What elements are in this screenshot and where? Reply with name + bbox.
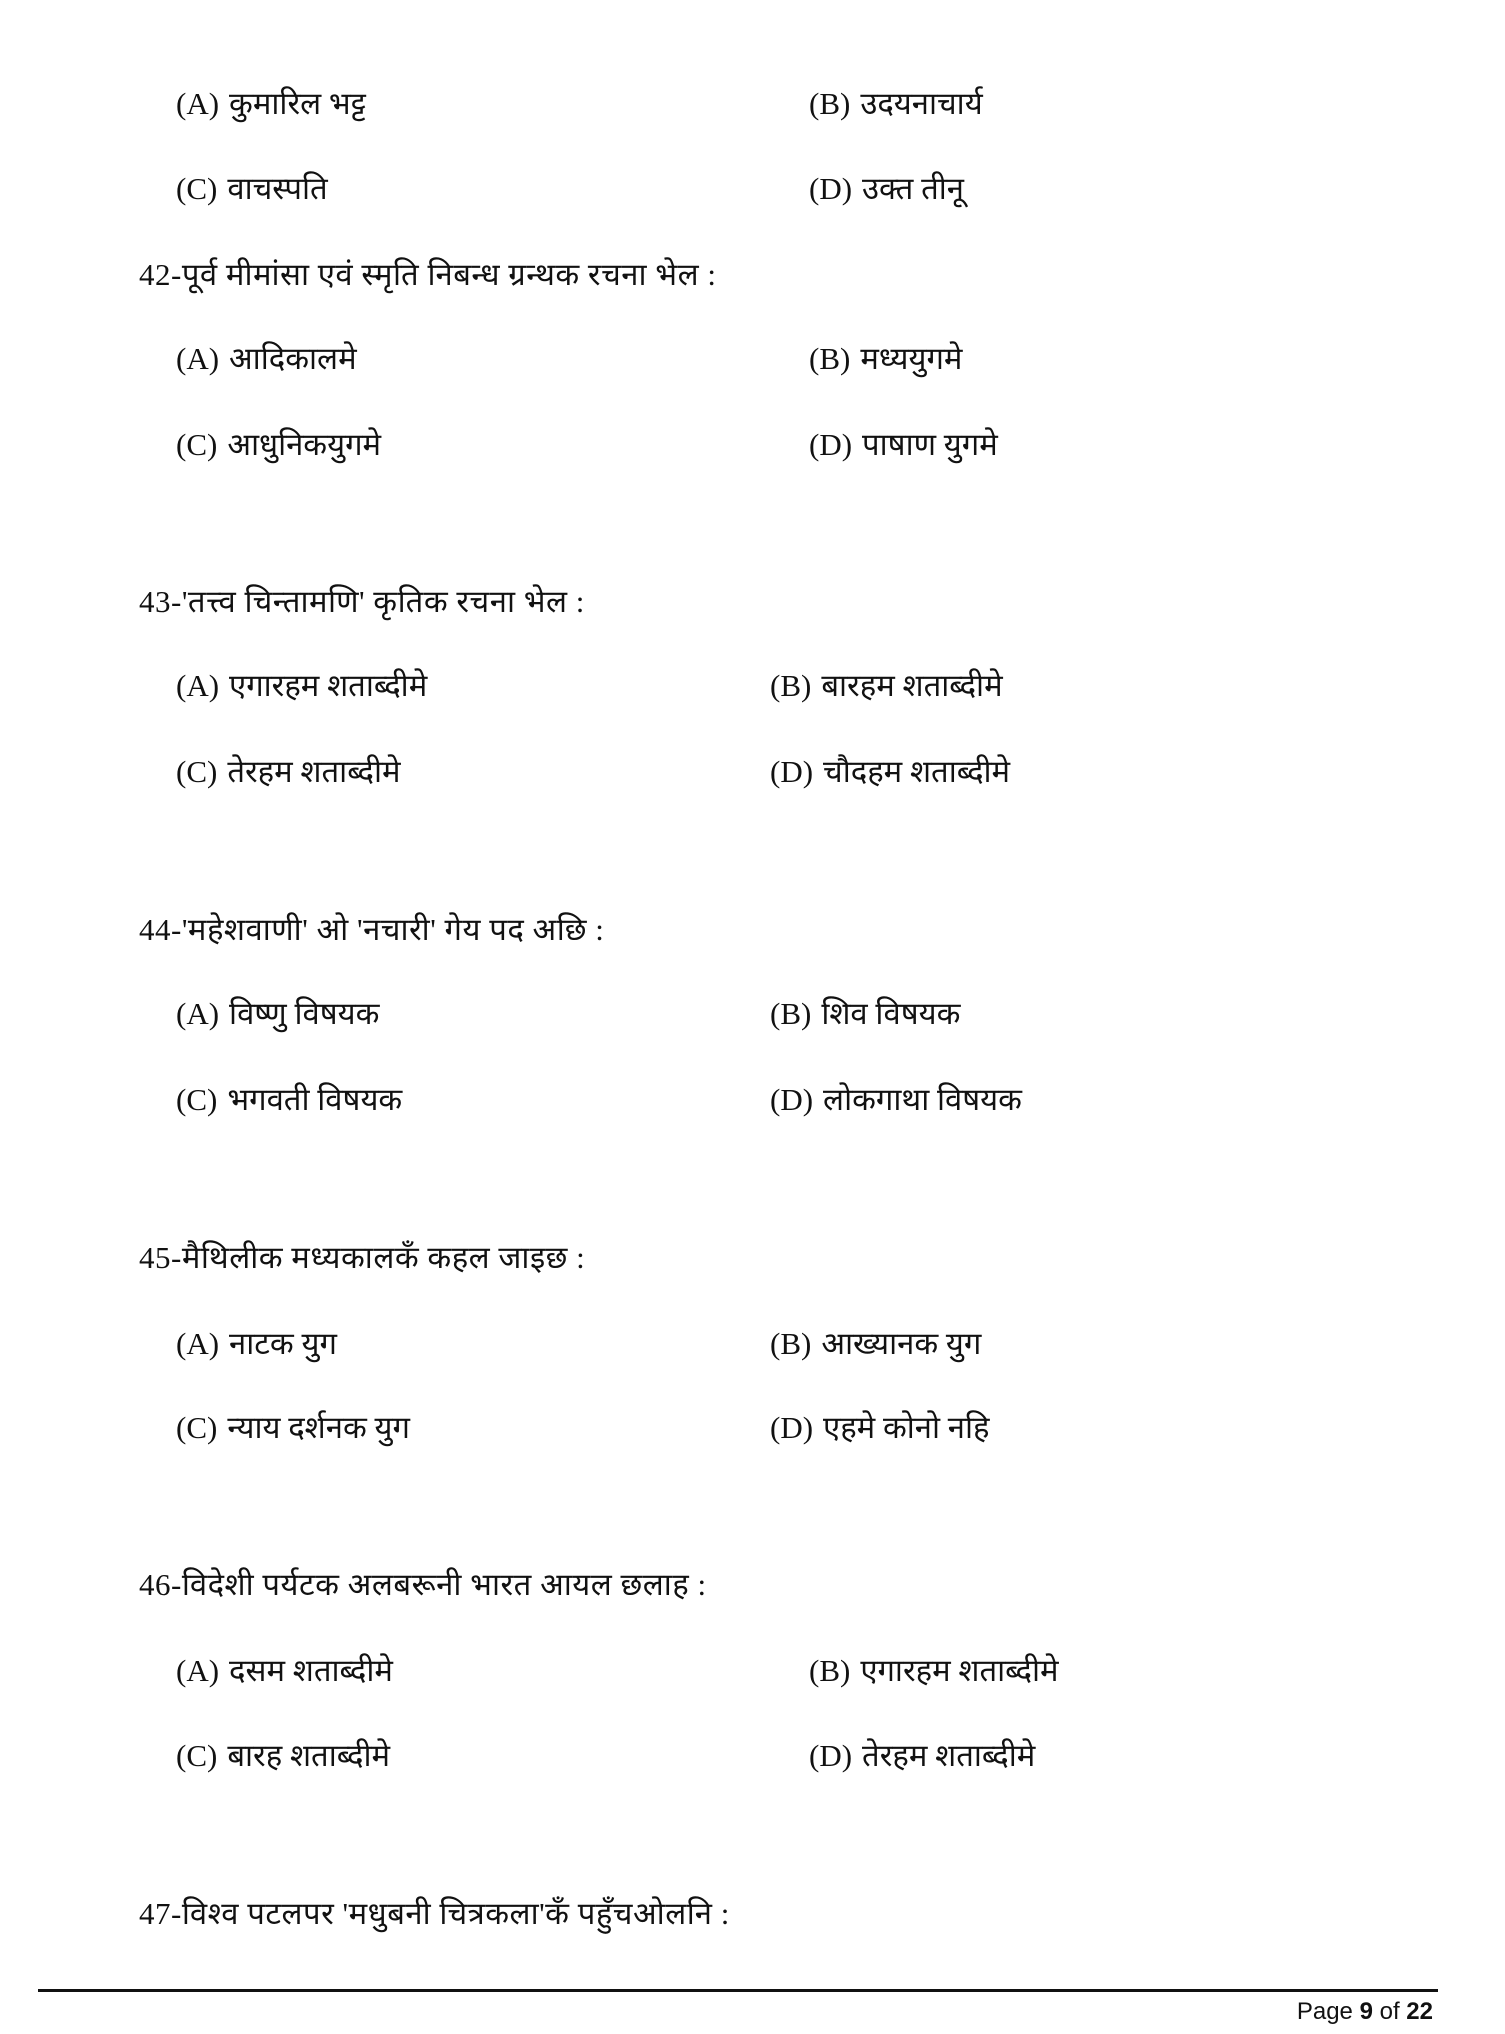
- option-text: तेरहम शताब्दीमे: [227, 754, 401, 789]
- option-label: (B): [770, 996, 812, 1031]
- page-word: Page: [1296, 1998, 1353, 2025]
- question-number: 45-: [139, 1240, 182, 1275]
- question-46: [139, 1565, 707, 1605]
- question-47: [139, 1894, 730, 1934]
- q43-option-c: [176, 752, 401, 792]
- question-43: [139, 582, 585, 622]
- option-label: (B): [770, 1326, 812, 1361]
- option-label: (D): [809, 171, 853, 206]
- q44-option-a: [176, 994, 379, 1034]
- question-number: 42-: [139, 257, 182, 292]
- option-text: विष्णु विषयक: [229, 996, 380, 1031]
- option-label: (A): [176, 341, 220, 376]
- option-text: लोकगाथा विषयक: [823, 1082, 1022, 1117]
- option-label: (C): [176, 427, 218, 462]
- option-label: (D): [770, 1410, 814, 1445]
- option-text: उक्त तीनू: [862, 171, 964, 206]
- footer-divider: [38, 1989, 1438, 1992]
- q43-option-a: [176, 666, 427, 706]
- page-total: 22: [1406, 1998, 1433, 2025]
- option-text: मध्ययुगमे: [860, 341, 963, 376]
- option-label: (C): [176, 1082, 218, 1117]
- q41-option-d: [809, 169, 964, 209]
- option-text: बारह शताब्दीमे: [227, 1738, 391, 1773]
- q44-option-c: [176, 1080, 402, 1120]
- option-text: आदिकालमे: [229, 341, 357, 376]
- question-44: [139, 910, 604, 950]
- of-word: of: [1379, 1998, 1400, 2025]
- q42-option-d: [809, 425, 998, 465]
- option-label: (A): [176, 86, 220, 121]
- question-text: विदेशी पर्यटक अलबरूनी भारत आयल छलाह :: [181, 1567, 707, 1602]
- question-number: 43-: [139, 584, 182, 619]
- question-text: मैथिलीक मध्यकालकँ कहल जाइछ :: [181, 1240, 586, 1275]
- option-label: (B): [770, 668, 812, 703]
- option-text: बारहम शताब्दीमे: [821, 668, 1003, 703]
- page-current: 9: [1359, 1998, 1373, 2025]
- q46-option-b: [809, 1651, 1059, 1691]
- question-text: पूर्व मीमांसा एवं स्मृति निबन्ध ग्रन्थक रचना भेल :: [181, 257, 717, 292]
- q46-option-c: [176, 1736, 390, 1776]
- option-text: एगारहम शताब्दीमे: [860, 1653, 1059, 1688]
- q45-option-a: [176, 1324, 337, 1364]
- page-number: [1297, 1998, 1433, 2026]
- option-label: (C): [176, 1410, 218, 1445]
- q44-option-b: [770, 994, 960, 1034]
- question-42: [139, 255, 716, 295]
- option-label: (A): [176, 1326, 220, 1361]
- option-text: नाटक युग: [229, 1326, 337, 1361]
- option-label: (D): [809, 1738, 853, 1773]
- question-text: 'महेशवाणी' ओ 'नचारी' गेय पद अछि :: [181, 912, 605, 947]
- q45-option-d: [770, 1408, 989, 1448]
- option-text: आख्यानक युग: [821, 1326, 982, 1361]
- q41-option-a: [176, 84, 366, 124]
- q45-option-b: [770, 1324, 981, 1364]
- q43-option-d: [770, 752, 1010, 792]
- option-label: (B): [809, 341, 851, 376]
- option-text: उदयनाचार्य: [860, 86, 983, 121]
- question-number: 47-: [139, 1896, 182, 1931]
- question-number: 46-: [139, 1567, 182, 1602]
- option-text: आधुनिकयुगमे: [227, 427, 382, 462]
- option-text: पाषाण युगमे: [862, 427, 998, 462]
- q42-option-b: [809, 339, 962, 379]
- option-text: एगारहम शताब्दीमे: [229, 668, 428, 703]
- q45-option-c: [176, 1408, 410, 1448]
- option-text: एहमे कोनो नहि: [823, 1410, 990, 1445]
- question-number: 44-: [139, 912, 182, 947]
- question-45: [139, 1238, 585, 1278]
- question-text: 'तत्त्व चिन्तामणि' कृतिक रचना भेल :: [181, 584, 585, 619]
- q46-option-a: [176, 1651, 393, 1691]
- q42-option-a: [176, 339, 357, 379]
- option-label: (D): [770, 1082, 814, 1117]
- q42-option-c: [176, 425, 381, 465]
- option-label: (D): [770, 754, 814, 789]
- option-label: (C): [176, 171, 218, 206]
- option-text: कुमारिल भट्ट: [229, 86, 366, 121]
- q41-option-b: [809, 84, 983, 124]
- option-text: चौदहम शताब्दीमे: [823, 754, 1011, 789]
- q46-option-d: [809, 1736, 1035, 1776]
- q41-option-c: [176, 169, 328, 209]
- option-label: (B): [809, 86, 851, 121]
- option-text: शिव विषयक: [821, 996, 961, 1031]
- q43-option-b: [770, 666, 1003, 706]
- option-text: भगवती विषयक: [227, 1082, 403, 1117]
- option-text: दसम शताब्दीमे: [229, 1653, 393, 1688]
- option-label: (A): [176, 1653, 220, 1688]
- option-label: (C): [176, 1738, 218, 1773]
- option-label: (A): [176, 668, 220, 703]
- option-label: (D): [809, 427, 853, 462]
- option-label: (A): [176, 996, 220, 1031]
- option-text: न्याय दर्शनक युग: [227, 1410, 410, 1445]
- option-text: तेरहम शताब्दीमे: [862, 1738, 1036, 1773]
- option-label: (B): [809, 1653, 851, 1688]
- option-label: (C): [176, 754, 218, 789]
- question-text: विश्व पटलपर 'मधुबनी चित्रकला'कँ पहुँचओलनि :: [181, 1896, 730, 1931]
- option-text: वाचस्पति: [227, 171, 328, 206]
- q44-option-d: [770, 1080, 1022, 1120]
